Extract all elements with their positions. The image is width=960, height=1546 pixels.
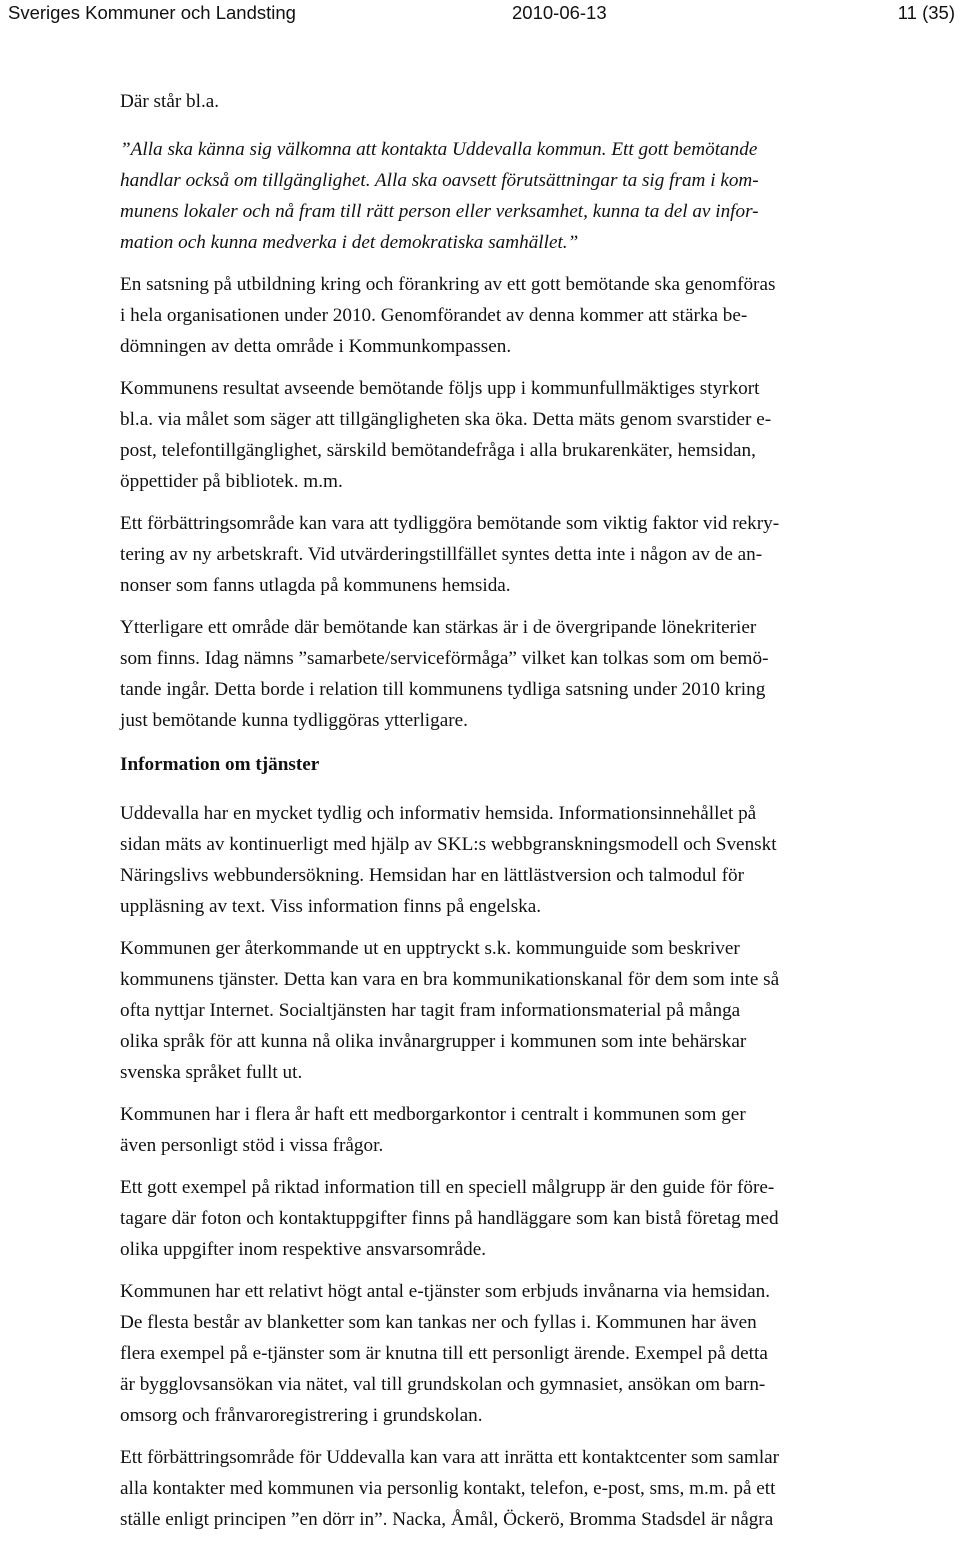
text-line: tande ingår. Detta borde i relation till kommunens tydliga satsning under 2010 kring [120, 679, 766, 700]
text-line: De flesta består av blanketter som kan tankas ner och fyllas i. Kommunen har även [120, 1312, 757, 1333]
text-line: just bemötande kunna tydliggöras ytterligare. [120, 710, 468, 731]
text-line: Där står bl.a. [120, 91, 220, 112]
text-line: sidan mäts av kontinuerligt med hjälp av SKL:s webbgranskningsmodell och Svenskt [120, 834, 777, 855]
text-line: Näringslivs webbundersökning. Hemsidan har en lättlästversion och talmodul för [120, 865, 744, 886]
text-line: Kommunen har ett relativt högt antal e-tjänster som erbjuds invånarna via hemsidan. [120, 1281, 771, 1302]
paragraph-website [120, 798, 920, 922]
quote-paragraph [120, 134, 920, 258]
text-line: i hela organisationen under 2010. Genomförandet av denna kommer att stärka be- [120, 305, 748, 326]
text-line: En satsning på utbildning kring och förankring av ett gott bemötande ska genomföras [120, 274, 776, 295]
text-line: ”Alla ska känna sig välkomna att kontakta Uddevalla kommun. Ett gott bemötande [120, 139, 758, 160]
text-line: Uddevalla har en mycket tydlig och informativ hemsida. Informationsinnehållet på [120, 803, 757, 824]
text-line: kommunens tjänster. Detta kan vara en bra kommunikationskanal för dem som inte så [120, 969, 780, 990]
text-line: som finns. Idag nämns ”samarbete/serviceförmåga” vilket kan tolkas som om bemö- [120, 648, 769, 669]
paragraph-e-services [120, 1276, 920, 1431]
paragraph-training [120, 269, 920, 362]
text-line: handlar också om tillgänglighet. Alla ska oavsett förutsättningar ta sig fram i kom- [120, 170, 759, 191]
text-line: är bygglovsansökan via nätet, val till grundskolan och gymnasiet, ansökan om barn- [120, 1374, 766, 1395]
text-line: Ett förbättringsområde för Uddevalla kan vara att inrätta ett kontaktcenter som samlar [120, 1447, 780, 1468]
text-line: tering av ny arbetskraft. Vid utvärderingstillfället syntes detta inte i någon av de an- [120, 544, 763, 565]
paragraph-salary-criteria [120, 612, 920, 736]
header-page-number: 11 (35) [897, 2, 955, 23]
text-line: nonser som fanns utlagda på kommunens hemsida. [120, 575, 511, 596]
text-line: även personligt stöd i vissa frågor. [120, 1135, 384, 1156]
paragraph-citizen-office [120, 1099, 920, 1161]
text-line: omsorg och frånvaroregistrering i grundskolan. [120, 1405, 483, 1426]
text-line: alla kontakter med kommunen via personlig kontakt, telefon, e-post, sms, m.m. på ett [120, 1478, 776, 1499]
text-line: post, telefontillgänglighet, särskild bemötandefråga i alla brukarenkäter, hemsidan, [120, 440, 756, 461]
text-line: Ett gott exempel på riktad information till en speciell målgrupp är den guide för före- [120, 1177, 775, 1198]
text-line: Ett förbättringsområde kan vara att tydliggöra bemötande som viktig faktor vid rekry- [120, 513, 780, 534]
paragraph-results [120, 373, 920, 497]
text-line: olika uppgifter inom respektive ansvarsområde. [120, 1239, 487, 1260]
text-line: bl.a. via målet som säger att tillgängligheten ska öka. Detta mäts genom svarstider e- [120, 409, 772, 430]
page-header [0, 0, 960, 30]
header-organization: Sveriges Kommuner och Landsting [8, 2, 296, 23]
paragraph-recruitment [120, 508, 920, 601]
text-line: Kommunens resultat avseende bemötande följs upp i kommunfullmäktiges styrkort [120, 378, 760, 399]
header-date: 2010-06-13 [512, 2, 607, 23]
text-line: tagare där foton och kontaktuppgifter finns på handläggare som kan bistå företag med [120, 1208, 779, 1229]
intro-paragraph [120, 86, 920, 117]
text-line: ställe enligt principen ”en dörr in”. Nacka, Åmål, Öckerö, Bromma Stadsdel är några [120, 1509, 774, 1530]
text-line: svenska språket fullt ut. [120, 1062, 303, 1083]
text-line: Kommunen ger återkommande ut en upptryckt s.k. kommunguide som beskriver [120, 938, 740, 959]
text-line: öppettider på bibliotek. m.m. [120, 471, 343, 492]
text-line: dömningen av detta område i Kommunkompassen. [120, 336, 512, 357]
document-body [120, 86, 920, 1546]
section-heading: Information om tjänster [120, 754, 320, 775]
paragraph-guide [120, 933, 920, 1088]
text-line: mation och kunna medverka i det demokratiska samhället.” [120, 232, 579, 253]
text-line: ofta nyttjar Internet. Socialtjänsten har tagit fram informationsmaterial på många [120, 1000, 741, 1021]
paragraph-business-guide [120, 1172, 920, 1265]
text-line: munens lokaler och nå fram till rätt person eller verksamhet, kunna ta del av infor- [120, 201, 759, 222]
text-line: uppläsning av text. Viss information finns på engelska. [120, 896, 542, 917]
paragraph-contact-center [120, 1442, 920, 1535]
text-line: Kommunen har i flera år haft ett medborgarkontor i centralt i kommunen som ger [120, 1104, 746, 1125]
text-line: flera exempel på e-tjänster som är knutna till ett personligt ärende. Exempel på detta [120, 1343, 768, 1364]
text-line: olika språk för att kunna nå olika invånargrupper i kommunen som inte behärskar [120, 1031, 747, 1052]
text-line: Ytterligare ett område där bemötande kan stärkas är i de övergripande lönekriterier [120, 617, 757, 638]
